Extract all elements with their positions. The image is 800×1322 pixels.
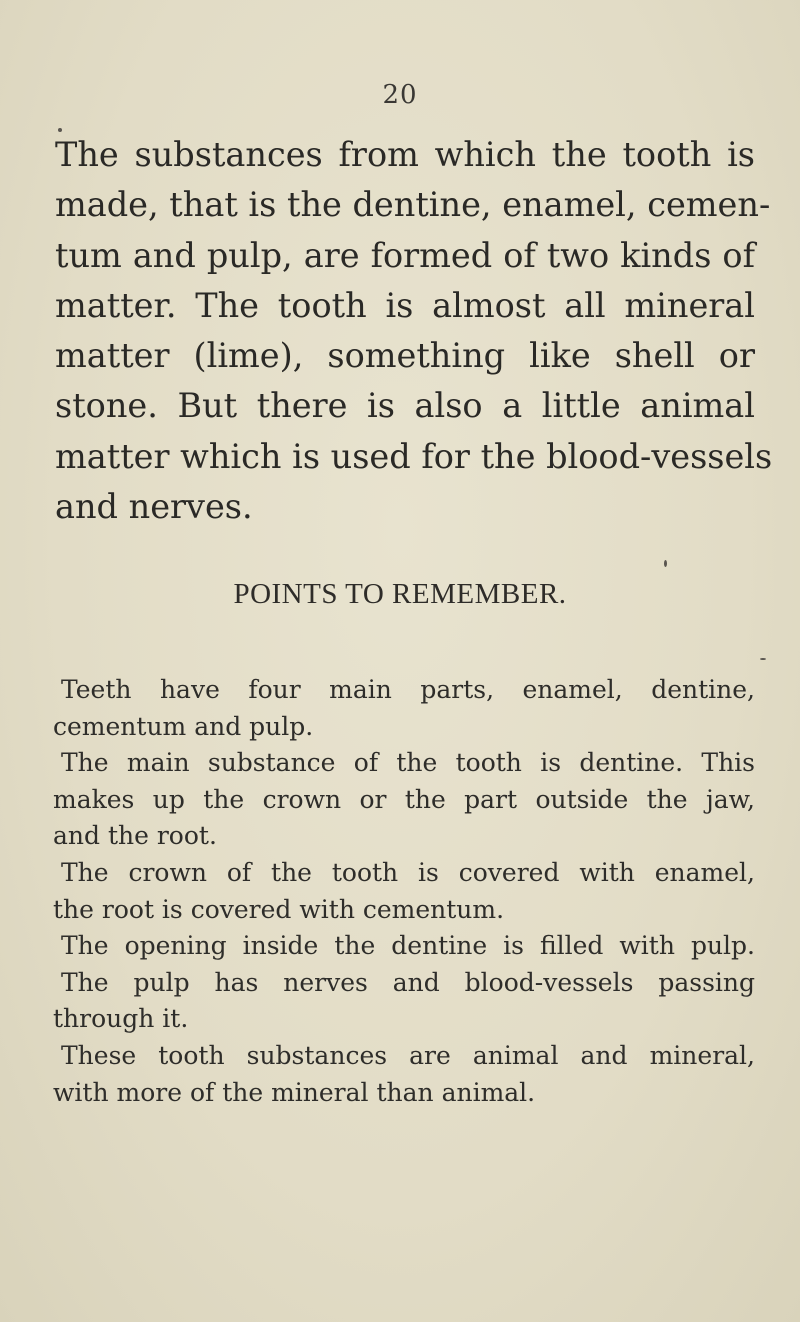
point-line: makes up the crown or the part outside the jaw, — [53, 784, 755, 814]
paragraph-line: matter (lime), something like shell or — [55, 336, 755, 376]
point-line: The main substance of the tooth is dentine. This — [61, 748, 755, 778]
body-paragraph — [55, 130, 773, 532]
paper-speck — [58, 128, 62, 132]
paragraph-line: stone. But there is also a little animal — [55, 386, 755, 426]
paper-speck — [760, 658, 766, 660]
paragraph-line: made, that is the dentine, enamel, cemen- — [55, 185, 771, 225]
paragraph-line: matter. The tooth is almost all mineral — [55, 285, 755, 325]
page-number: 20 — [382, 80, 418, 110]
paragraph-line: and nerves. — [55, 487, 253, 527]
point-line: through it. — [53, 1004, 189, 1034]
section-heading: POINTS TO REMEMBER. — [233, 578, 567, 610]
point-line: cementum and pulp. — [53, 711, 314, 741]
point-line: The pulp has nerves and blood-vessels passing — [61, 967, 755, 997]
point-line: Teeth have four main parts, enamel, dentine, — [61, 675, 755, 704]
paragraph-line: matter which is used for the blood-vessels — [55, 436, 773, 476]
point-line: the root is covered with cementum. — [53, 894, 505, 924]
point-line: with more of the mineral than animal. — [53, 1077, 536, 1107]
paper-speck — [664, 560, 667, 567]
point-line: The crown of the tooth is covered with enamel, — [61, 857, 755, 887]
point-line: These tooth substances are animal and mineral, — [61, 1040, 755, 1070]
paragraph-line: tum and pulp, are formed of two kinds of — [55, 235, 755, 275]
point-line: and the root. — [53, 821, 217, 851]
point-line: The opening inside the dentine is filled with pulp. — [61, 931, 755, 961]
paragraph-line: The substances from which the tooth is — [55, 135, 755, 174]
points-list — [53, 672, 755, 1111]
